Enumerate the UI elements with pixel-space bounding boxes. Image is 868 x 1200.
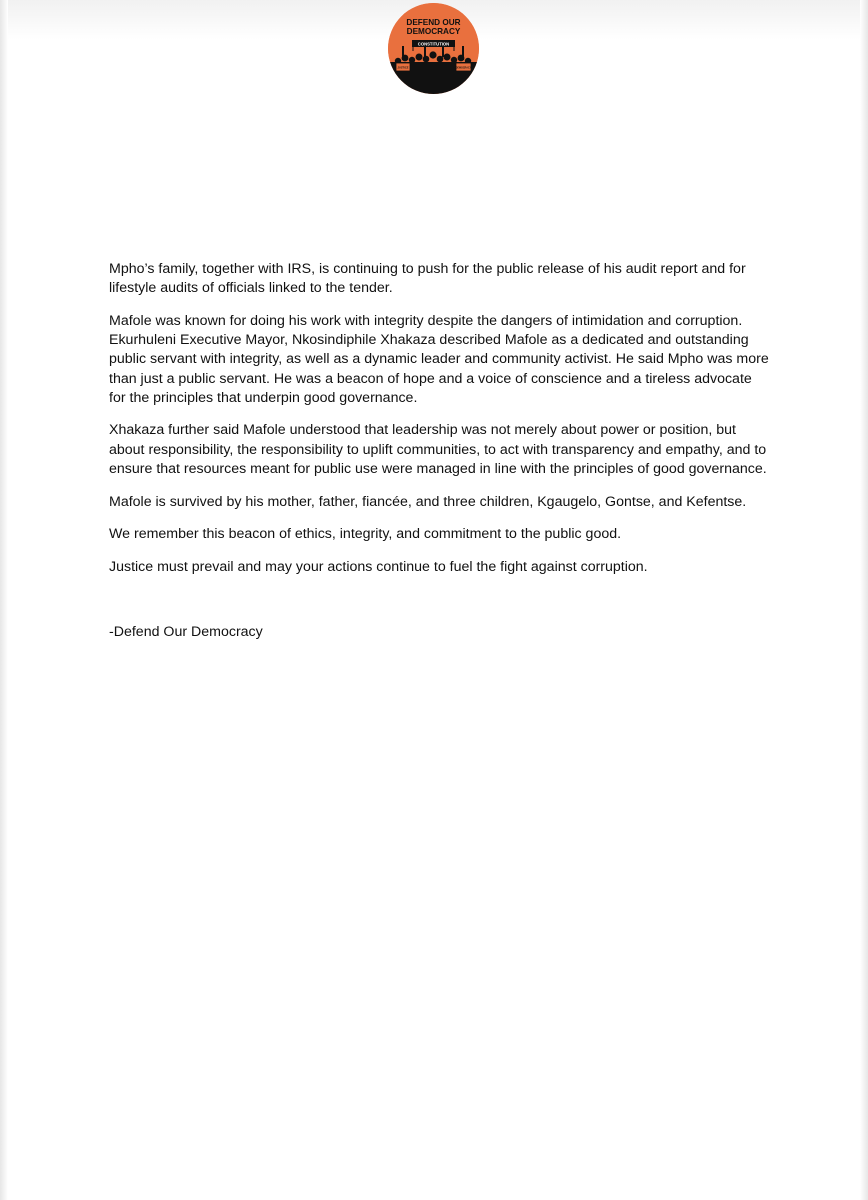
sign-right-text: DEMOCRACY xyxy=(455,66,472,70)
logo-text-line1: DEFEND OUR xyxy=(406,18,461,27)
banner-text: CONSTITUTION xyxy=(417,41,450,47)
paragraph-remember: We remember this beacon of ethics, integrity, and commitment to the public good. xyxy=(109,526,622,543)
paragraph-integrity: Mafole was known for doing his work with integrity despite the dangers of intimidation and corruption. Ekurhuleni Executive Mayor, Nkosindiphile Xhakaza described Mafole as a dedicated and outstanding public servant with integrity, as well as a dynamic leader and community activist. He said Mpho was more than just a public servant. He was a beacon of hope and a voice of conscience and a tireless advocate for the principles that underpin good governance. xyxy=(109,312,769,406)
paragraph-leadership: Xhakaza further said Mafole understood that leadership was not merely about power or position, but about responsibility, the responsibility to uplift communities, to act with transparency and empathy, and to ensure that resources meant for public use were managed in line with the principles of good governance. xyxy=(109,422,767,477)
sign-left-text: JUSTICE xyxy=(397,66,409,70)
left-edge-shade xyxy=(0,0,8,1200)
paragraph-justice: Justice must prevail and may your actions continue to fuel the fight against corruption. xyxy=(109,558,648,575)
paragraph-family-push: Mpho’s family, together with IRS, is continuing to push for the public release of his audit report and for lifestyle audits of officials linked to the tender. xyxy=(109,261,746,297)
right-edge-shade xyxy=(860,0,868,1200)
logo-graphic xyxy=(388,3,479,94)
defend-our-democracy-logo xyxy=(388,3,479,94)
paragraph-survived-by: Mafole is survived by his mother, father, fiancée, and three children, Kgaugelo, Gontse, and Kefentse. xyxy=(109,493,747,510)
signature: -Defend Our Democracy xyxy=(109,624,263,641)
statement-body xyxy=(109,260,769,656)
logo-text-line2: DEMOCRACY xyxy=(406,27,461,36)
